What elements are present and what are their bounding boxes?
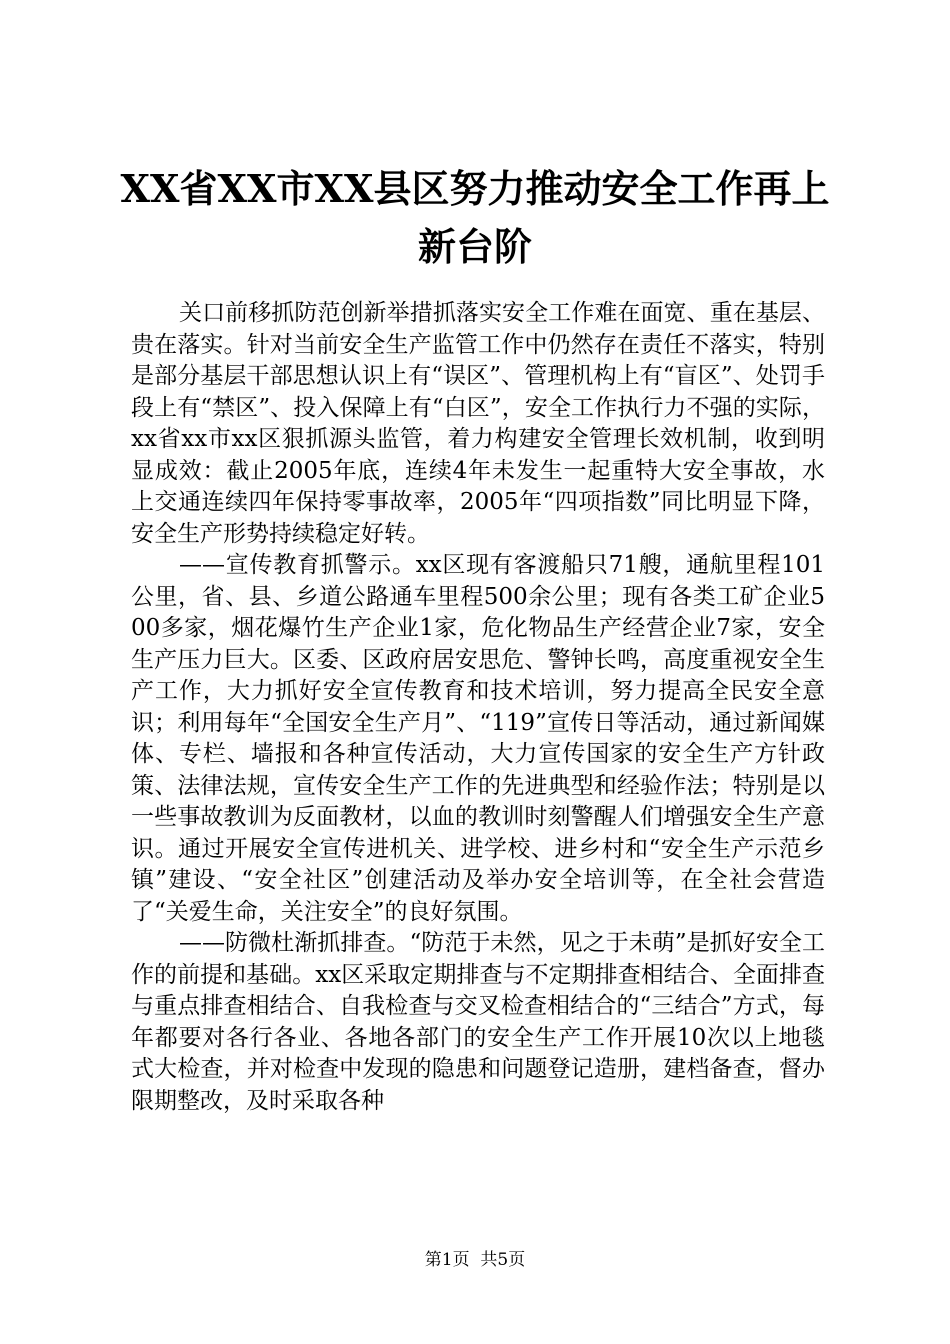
document-title: XX省XX市XX县区努力推动安全工作再上新台阶 <box>120 166 830 269</box>
document-body <box>131 298 825 1117</box>
paragraph-intro: 关口前移抓防范创新举措抓落实安全工作难在面宽、重在基层、贵在落实。针对当前安全生产监管工作中仍然存在责任不落实，特别是部分基层干部思想认识上有“误区”、管理机构上有“盲区”、处罚手段上有“禁区”、投入保障上有“白区”，安全工作执行力不强的实际，xx省xx市xx区狠抓源头监管，着力构建安全管理长效机制，收到明显成效：截止2005年底，连续4年未发生一起重特大安全事故，水上交通连续四年保持零事故率，2005年“四项指数”同比明显下降，安全生产形势持续稳定好转。 <box>131 300 825 547</box>
page-total: 共5页 <box>480 1250 526 1270</box>
paragraph-publicity-education: ——宣传教育抓警示。xx区现有客渡船只71艘，通航里程101公里，省、县、乡道公路通车里程500余公里；现有各类工矿企业500多家，烟花爆竹生产企业1家，危化物品生产经营企业7家，安全生产压力巨大。区委、区政府居安思危、警钟长鸣，高度重视安全生产工作，大力抓好安全宣传教育和技术培训，努力提高全民安全意识；利用每年“全国安全生产月”、“119”宣传日等活动，通过新闻媒体、专栏、墙报和各种宣传活动，大力宣传国家的安全生产方针政策、法律法规，宣传安全生产工作的先进典型和经验作法；特别是以一些事故教训为反面教材，以血的教训时刻警醒人们增强安全生产意识。通过开展安全宣传进机关、进学校、进乡村和“安全生产示范乡镇”建设、“安全社区”创建活动及举办安全培训等，在全社会营造了“关爱生命，关注安全”的良好氛围。 <box>131 552 825 925</box>
page-footer <box>0 1245 950 1270</box>
page-number: 第1页 <box>424 1250 470 1270</box>
paragraph-hazard-inspection: ——防微杜渐抓排查。“防范于未然，见之于未萌”是抓好安全工作的前提和基础。xx区采取定期排查与不定期排查相结合、全面排查与重点排查相结合、自我检查与交叉检查相结合的“三结合”方式，每年都要对各行各业、各地各部门的安全生产工作开展10次以上地毯式大检查，并对检查中发现的隐患和问题登记造册，建档备查，督办限期整改，及时采取各种 <box>131 930 825 1114</box>
footer-spacer <box>470 1250 481 1270</box>
